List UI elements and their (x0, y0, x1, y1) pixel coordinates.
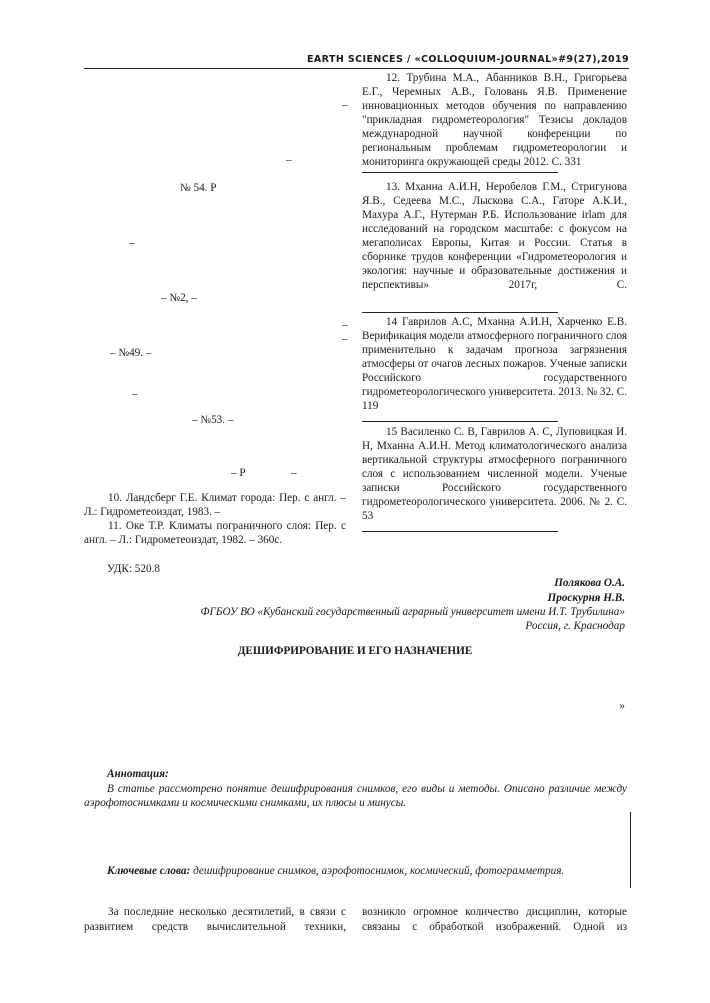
keywords-text: дешифрирование снимков, аэрофотоснимок, космический, фотограмметрия. (193, 865, 565, 877)
article-title: ДЕШИФРИРОВАНИЕ И ЕГО НАЗНАЧЕНИЕ (237, 645, 473, 657)
author-2: Проскурня Н.В. (547, 592, 625, 604)
abstract-label: Аннотация: (107, 768, 169, 780)
margin-rule (630, 812, 631, 888)
reference-divider (362, 531, 558, 532)
keywords-line (107, 865, 564, 877)
left-fragment: № 54. Р (180, 182, 217, 194)
udc-code: УДК: 520.8 (107, 563, 160, 575)
left-fragment: – (342, 319, 348, 331)
author-1: Полякова О.А. (554, 577, 625, 589)
keywords-label: Ключевые слова: (107, 865, 191, 877)
left-fragment: – (286, 154, 292, 166)
location: Россия, г. Краснодар (525, 620, 625, 632)
left-fragment: – №49. – (110, 347, 152, 359)
body-left: За последние несколько десятилетий, в связи с развитием средств вычислительной техники, (84, 906, 346, 933)
affiliation: ФГБОУ ВО «Кубанский государственный аграрный университет имени И.Т. Трубилина» (200, 606, 625, 618)
reference-12: 12. Трубина М.А., Абанников В.Н., Григорьева Е.Г., Черемных А.В., Головань Я.В. Применение инновационных методов обучения по направлению "прикладная гидрометеорология" Тезисы докладов международной научной конференции по региональным проблемам гидрометеорологии и мониторинга окружающей среды 2012. С. 331 (362, 72, 627, 168)
reference-13: 13. Мханна А.И.Н, Неробелов Г.М., Стригунова Я.В., Седеева М.С., Лыскова С.А., Гаторе А.К.И., Махура А.Г., Нутерман Р.Б. Использование irlam для исследований на городском масштабе: с фокусом на мегаполисах Европы, Китая и России. Статья в сборнике трудов конференции «Гидрометеорология и экология: научные и образовательные достижения и перспективы» 2017г, С. (362, 181, 627, 291)
reference-divider (362, 312, 558, 313)
reference-11: 11. Оке Т.Р. Климаты пограничного слоя: Пер. с англ. – Л.: Гидрометеоиздат, 1982. – 360с. (84, 520, 346, 546)
left-fragment: – (129, 237, 135, 249)
quote-mark: » (619, 700, 625, 712)
left-fragment: – (342, 333, 348, 345)
reference-10: 10. Ландсберг Г.Е. Климат города: Пер. с англ. – Л.: Гидрометеоиздат, 1983. – (84, 492, 346, 518)
reference-14: 14 Гаврилов А.С, Мханна А.И.Н, Харченко Е.В. Верификация модели атмосферного пограничного слоя применительно к задачам прогноза загрязнения атмосферы от очагов лесных пожаров. Ученые записки Российского государственного гидрометеорологического университета. 2013. № 32. С. 119 (362, 316, 627, 412)
body-right: возникло огромное количество дисциплин, которые связаны с обработкой изображений. Одной из (362, 906, 627, 933)
left-fragment: – (342, 99, 348, 111)
left-fragment: – (132, 388, 138, 400)
reference-15: 15 Василенко С. В, Гаврилов А. С, Луповицкая И. Н, Мханна А.И.Н. Метод климатологического анализа вертикальной структуры атмосферного пограничного слоя с использованием численной модели. Ученые записки Российского государственного гидрометеорологического университета. 2006. № 2. С. 53 (362, 426, 627, 522)
reference-divider (362, 421, 558, 422)
left-fragment: – №53. – (192, 414, 234, 426)
left-fragment: – №2, – (161, 292, 197, 304)
left-fragment: – (291, 467, 297, 479)
left-fragment: – Р (231, 467, 246, 479)
reference-divider (362, 172, 558, 173)
running-header: EARTH SCIENCES / «COLLOQUIUM-JOURNAL»#9(27),2019 (84, 53, 629, 69)
abstract-text: В статье рассмотрено понятие дешифрирования снимков, его виды и методы. Описано различие между аэрофотоснимками и космическими снимками, их плюсы и минусы. (84, 783, 627, 809)
